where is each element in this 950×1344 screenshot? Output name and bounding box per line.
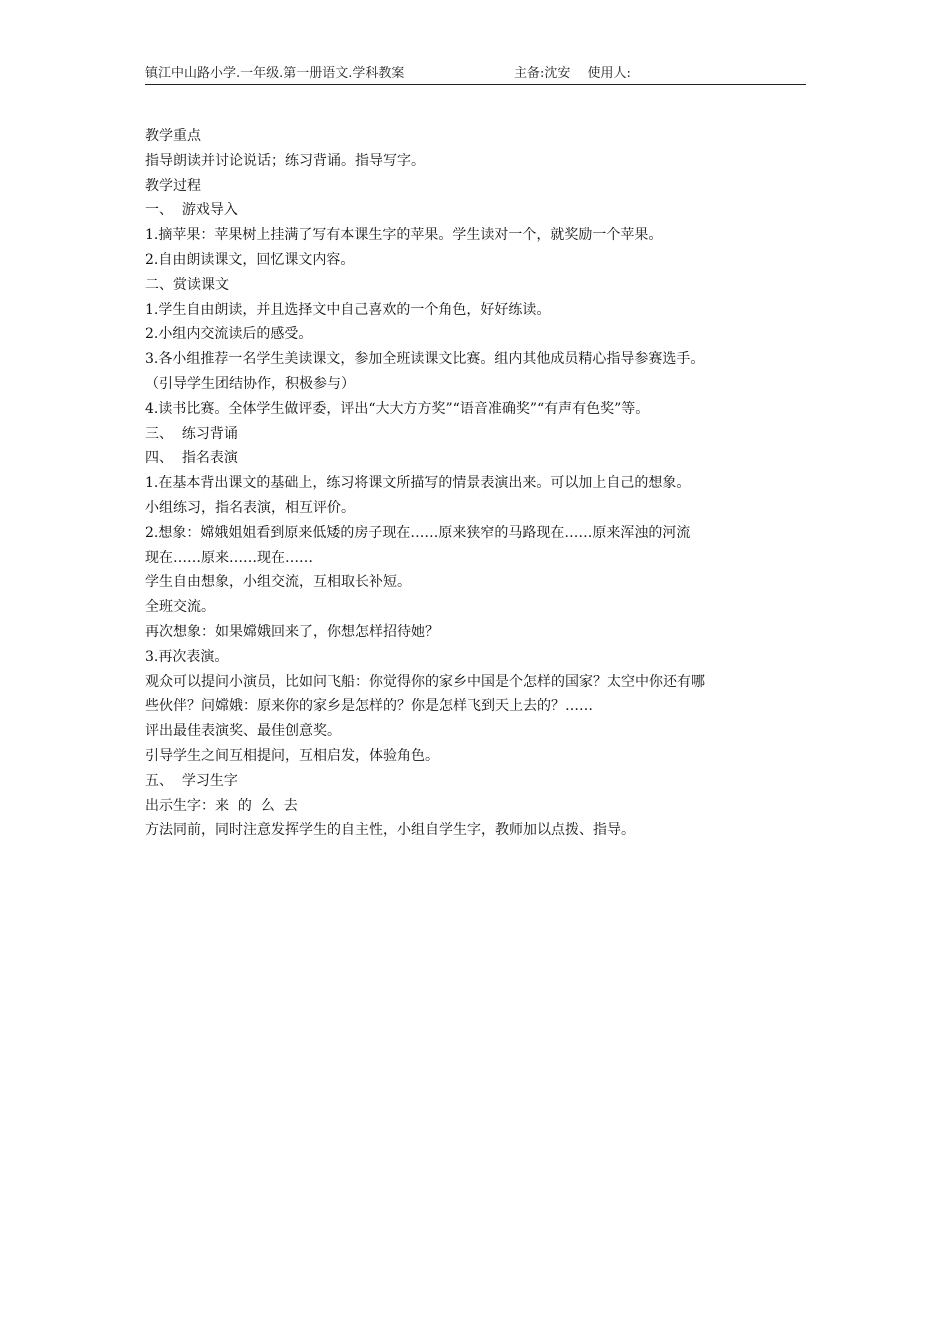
text-line: 4.读书比赛。全体学生做评委，评出“大大方方奖”“语音准确奖”“有声有色奖”等。 xyxy=(145,400,650,417)
text-line: 评出最佳表演奖、最佳创意奖。 xyxy=(145,723,341,740)
text-line: 全班交流。 xyxy=(145,599,215,616)
text-line: 2.小组内交流读后的感受。 xyxy=(145,326,313,343)
text-line: 指导朗读并讨论说话；练习背诵。指导写字。 xyxy=(145,152,425,169)
text-line: 1.在基本背出课文的基础上，练习将课文所描写的情景表演出来。可以加上自己的想象。 xyxy=(145,475,691,492)
lesson-plan-body xyxy=(145,124,810,843)
text-line: 四、 指名表演 xyxy=(145,450,238,467)
text-line: 2.自由朗读课文，回忆课文内容。 xyxy=(145,251,355,268)
text-line: 1.摘苹果：苹果树上挂满了写有本课生字的苹果。学生读对一个，就奖励一个苹果。 xyxy=(145,227,663,244)
text-line: 些伙伴？问嫦娥：原来你的家乡是怎样的？你是怎样飞到天上去的？…… xyxy=(145,698,593,715)
header-school-title: 镇江中山路小学.一年级.第一册语文.学科教案 xyxy=(145,66,405,81)
text-line: 观众可以提问小演员，比如问飞船：你觉得你的家乡中国是个怎样的国家？太空中你还有哪 xyxy=(145,673,705,690)
text-line: 学生自由想象，小组交流，互相取长补短。 xyxy=(145,574,411,591)
text-line: 3.各小组推荐一名学生美读课文，参加全班读课文比赛。组内其他成员精心指导参赛选手。 xyxy=(145,351,705,368)
text-line: 出示生字：来 的 么 去 xyxy=(145,797,298,814)
text-line: 五、 学习生字 xyxy=(145,772,238,789)
text-line: （引导学生团结协作，积极参与） xyxy=(145,375,355,392)
text-line: 1.学生自由朗读，并且选择文中自己喜欢的一个角色，好好练读。 xyxy=(145,301,551,318)
page-header xyxy=(145,64,806,85)
text-line: 现在……原来……现在…… xyxy=(145,549,313,566)
text-line: 2.想象：嫦娥姐姐看到原来低矮的房子现在……原来狭窄的马路现在……原来浑浊的河流 xyxy=(145,524,691,541)
text-line: 二、赏读课文 xyxy=(145,276,229,293)
text-line: 引导学生之间互相提问，互相启发，体验角色。 xyxy=(145,747,439,764)
text-line: 教学重点 xyxy=(145,128,201,144)
text-line: 3.再次表演。 xyxy=(145,648,229,665)
text-line: 一、 游戏导入 xyxy=(145,202,238,219)
text-line: 教学过程 xyxy=(145,177,201,194)
text-line: 小组练习，指名表演，相互评价。 xyxy=(145,499,355,516)
text-line: 方法同前，同时注意发挥学生的自主性，小组自学生字，教师加以点拨、指导。 xyxy=(145,822,635,839)
header-preparer: 主备:沈安 使用人: xyxy=(514,66,631,81)
text-line: 三、 练习背诵 xyxy=(145,425,238,442)
text-line: 再次想象：如果嫦娥回来了，你想怎样招待她？ xyxy=(145,623,439,640)
